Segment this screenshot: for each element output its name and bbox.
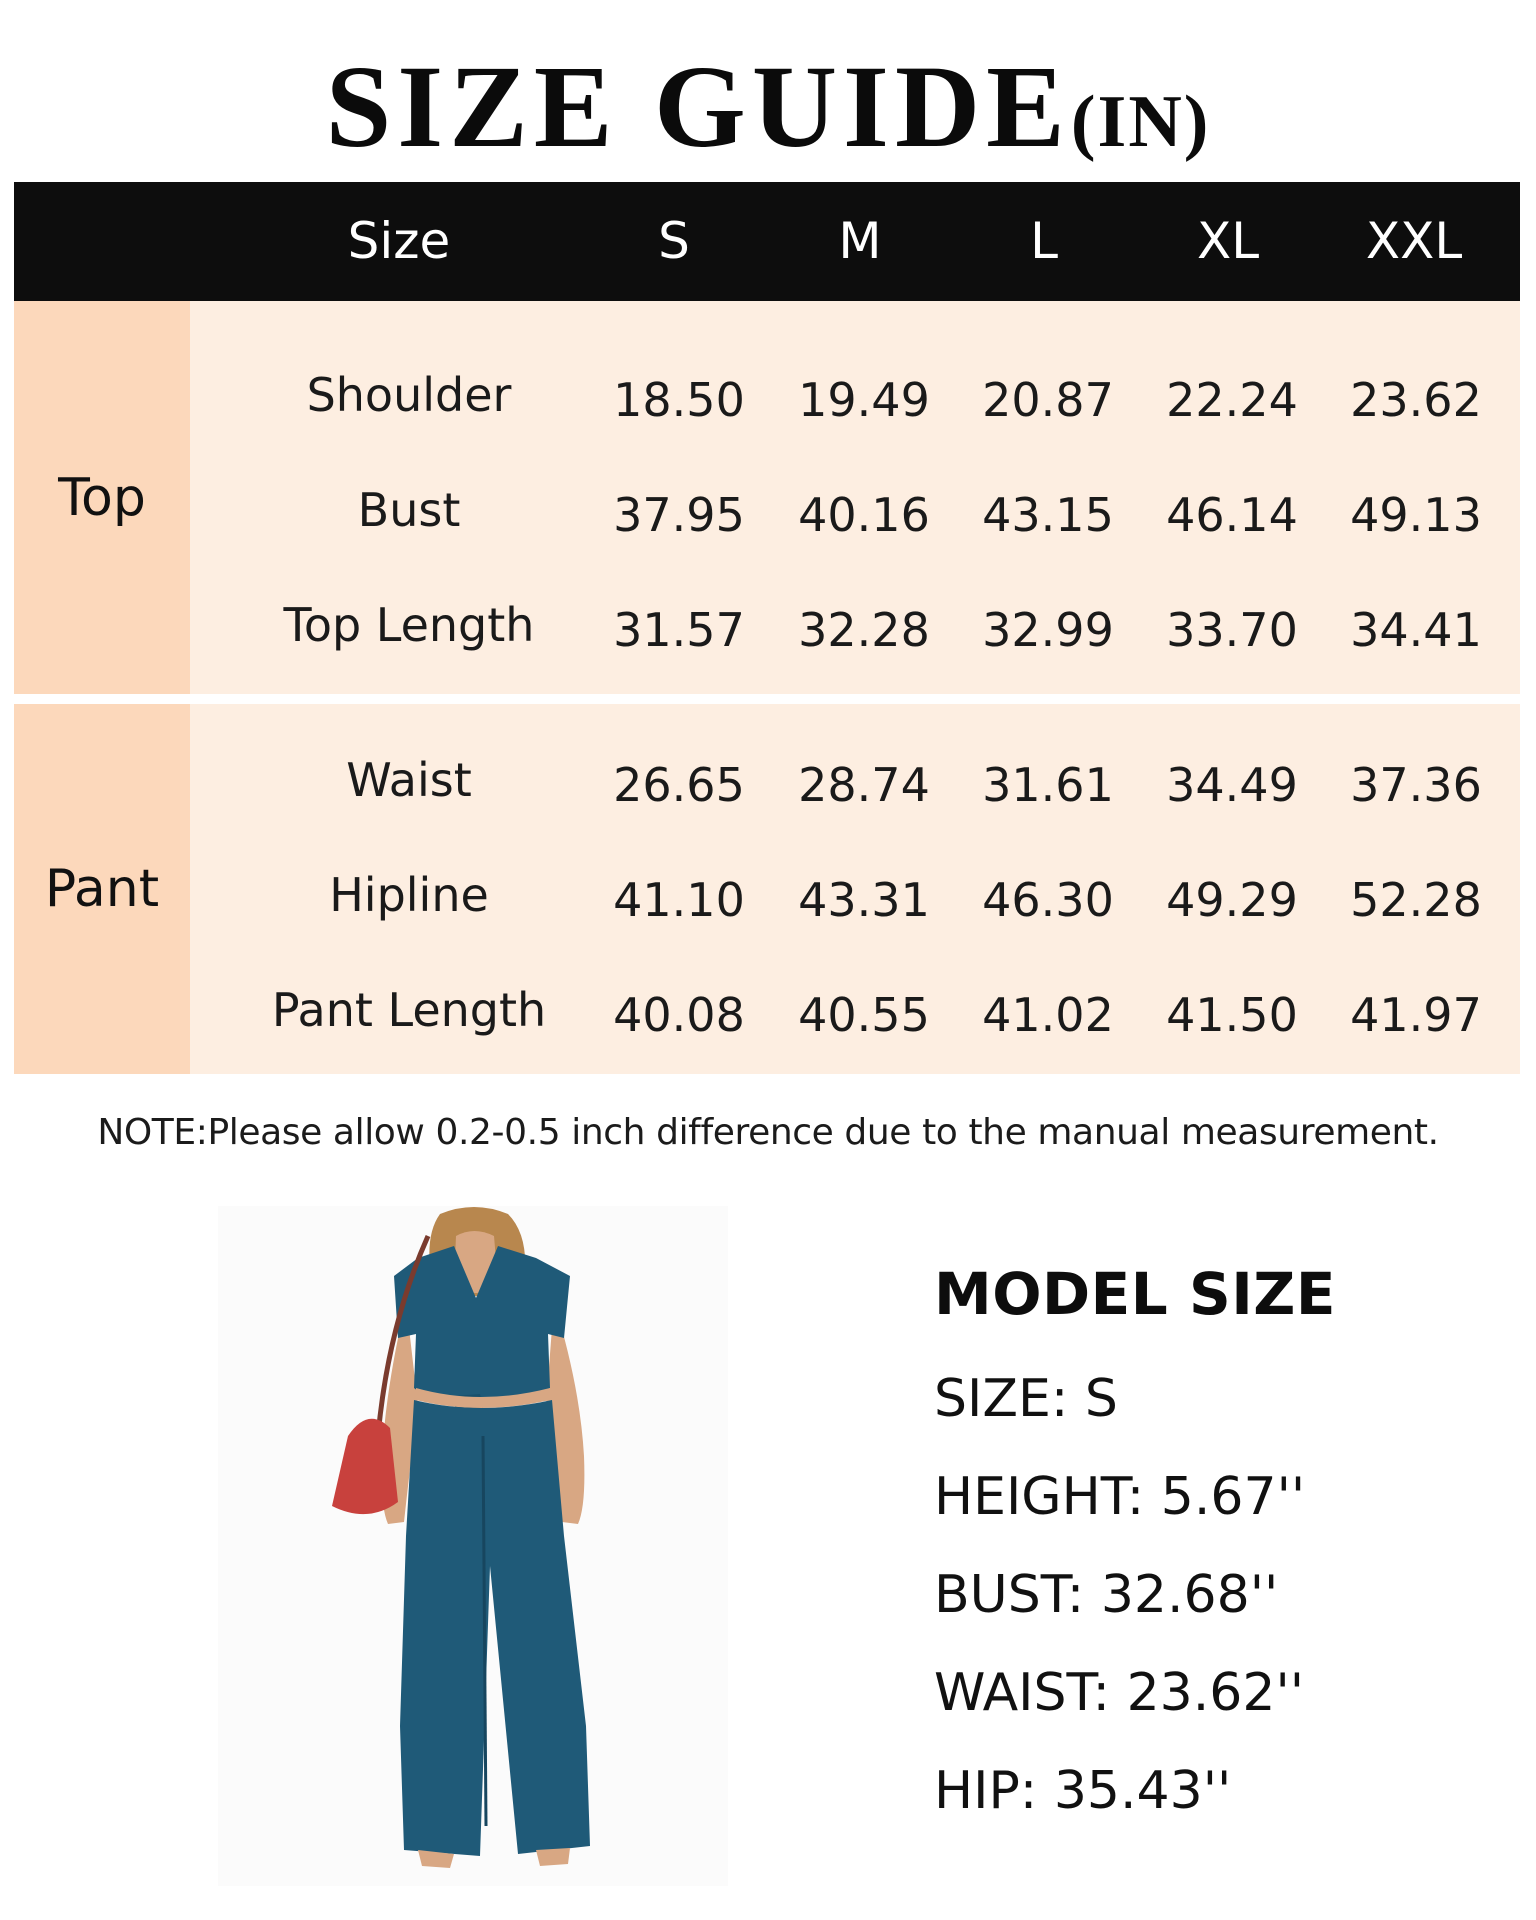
table-cell: 22.24 xyxy=(1166,373,1298,427)
row-label: Bust xyxy=(357,483,461,537)
size-table xyxy=(14,182,1520,1074)
header-size-l: L xyxy=(1030,212,1058,270)
table-cell: 40.08 xyxy=(613,988,745,1042)
table-cell: 41.10 xyxy=(613,873,745,927)
header-size-xxl: XXL xyxy=(1365,212,1463,270)
group-top-label: Top xyxy=(58,467,146,528)
model-right-foot xyxy=(536,1848,570,1866)
row-label: Hipline xyxy=(329,868,489,922)
table-cell: 46.14 xyxy=(1166,488,1298,542)
group-divider xyxy=(14,694,1520,704)
table-cell: 40.55 xyxy=(798,988,930,1042)
group-top xyxy=(14,301,1520,694)
table-cell: 34.41 xyxy=(1350,603,1482,657)
group-pant-label: Pant xyxy=(44,859,160,919)
model-bust-value: BUST: 32.68'' xyxy=(934,1565,1279,1625)
measurement-note: NOTE:Please allow 0.2-0.5 inch difference due to the manual measurement. xyxy=(97,1112,1439,1153)
table-cell: 32.99 xyxy=(982,603,1114,657)
table-cell: 31.57 xyxy=(613,603,745,657)
page-title xyxy=(0,41,1536,172)
header-size-xl: XL xyxy=(1196,212,1260,270)
table-cell: 41.50 xyxy=(1166,988,1298,1042)
model-size-value: SIZE: S xyxy=(934,1369,1118,1429)
table-cell: 26.65 xyxy=(613,758,745,812)
header-size-m: M xyxy=(838,212,882,270)
model-figure-illustration xyxy=(218,1206,728,1886)
table-cell: 41.97 xyxy=(1350,988,1482,1042)
row-label: Waist xyxy=(346,753,472,807)
title-unit: (IN) xyxy=(1070,81,1211,163)
table-cell: 52.28 xyxy=(1350,873,1482,927)
table-cell: 18.50 xyxy=(613,373,745,427)
table-row xyxy=(14,458,1520,573)
table-cell: 49.29 xyxy=(1166,873,1298,927)
table-row xyxy=(14,728,1520,843)
table-cell: 46.30 xyxy=(982,873,1114,927)
model-waist-value: WAIST: 23.62'' xyxy=(934,1663,1305,1723)
red-bag xyxy=(332,1419,398,1514)
table-cell: 31.61 xyxy=(982,758,1114,812)
row-label: Shoulder xyxy=(306,368,512,422)
model-hip-value: HIP: 35.43'' xyxy=(934,1761,1232,1821)
row-label: Pant Length xyxy=(271,983,547,1037)
table-cell: 43.15 xyxy=(982,488,1114,542)
table-cell: 43.31 xyxy=(798,873,930,927)
table-cell: 28.74 xyxy=(798,758,930,812)
model-height-value: HEIGHT: 5.67'' xyxy=(934,1467,1306,1527)
table-cell: 33.70 xyxy=(1166,603,1298,657)
table-row xyxy=(14,958,1520,1073)
table-row xyxy=(14,343,1520,458)
table-cell: 19.49 xyxy=(798,373,930,427)
header-size-s: S xyxy=(658,212,690,270)
header-size-label: Size xyxy=(347,212,451,270)
table-cell: 49.13 xyxy=(1350,488,1482,542)
table-row xyxy=(14,573,1520,688)
table-cell: 32.28 xyxy=(798,603,930,657)
table-cell: 40.16 xyxy=(798,488,930,542)
model-size-heading: MODEL SIZE xyxy=(934,1260,1336,1328)
table-cell: 37.36 xyxy=(1350,758,1482,812)
model-size-panel xyxy=(934,1262,1494,1852)
table-cell: 34.49 xyxy=(1166,758,1298,812)
model-photo xyxy=(218,1206,728,1886)
table-cell: 37.95 xyxy=(613,488,745,542)
table-cell: 23.62 xyxy=(1350,373,1482,427)
table-row xyxy=(14,843,1520,958)
group-pant xyxy=(14,704,1520,1074)
row-label: Top Length xyxy=(283,598,535,652)
table-cell: 20.87 xyxy=(982,373,1114,427)
table-cell: 41.02 xyxy=(982,988,1114,1042)
title-main: SIZE GUIDE xyxy=(325,41,1071,172)
size-table-header xyxy=(14,182,1520,301)
